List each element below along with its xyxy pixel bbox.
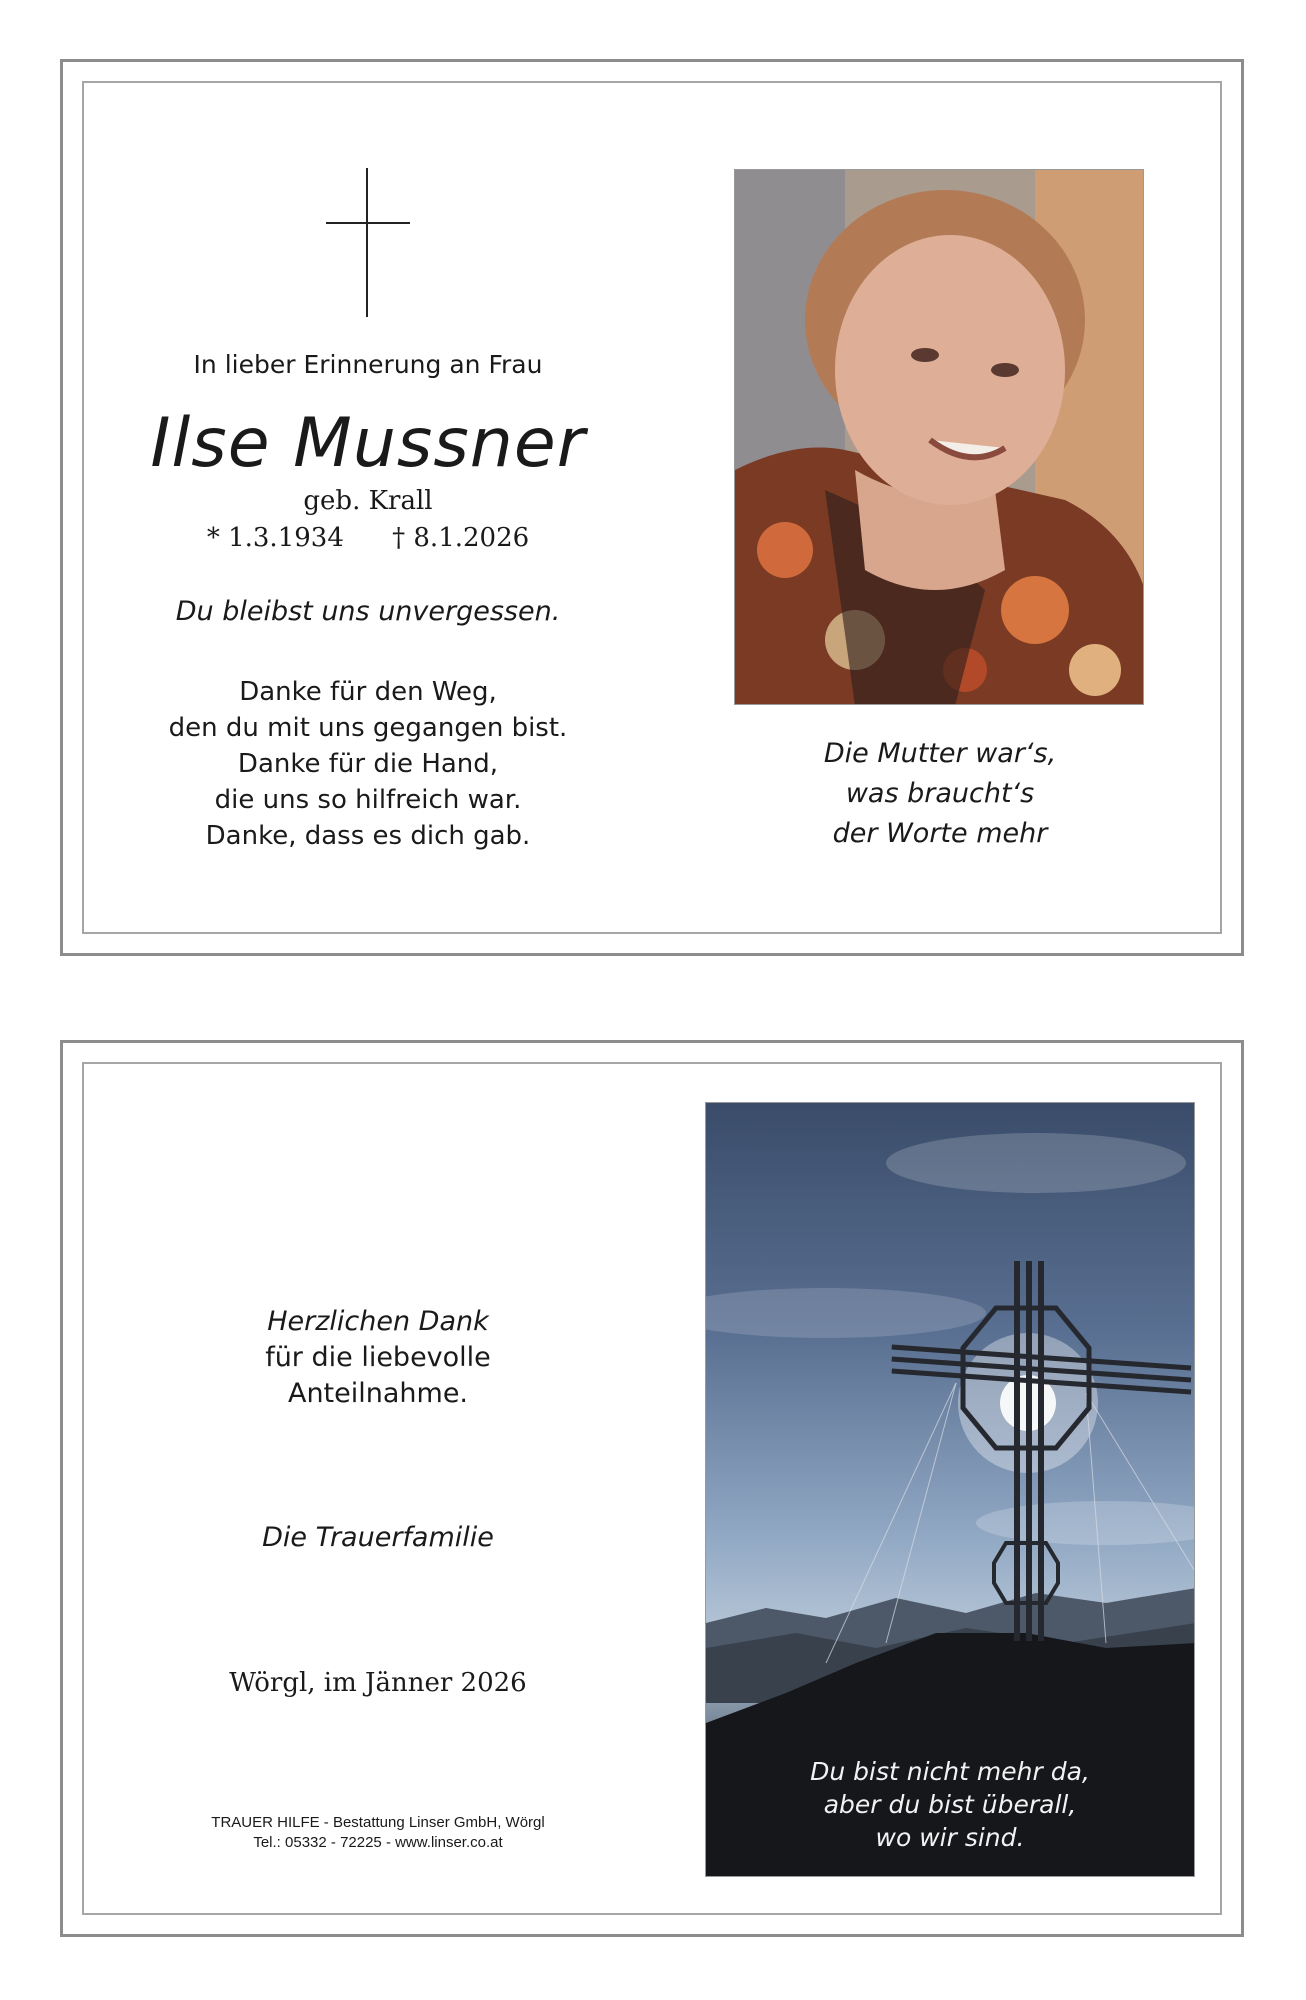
caption-line: Du bist nicht mehr da, bbox=[810, 1757, 1090, 1786]
thanks-line: Anteilnahme. bbox=[287, 1378, 469, 1409]
caption-line: Die Mutter war‘s, bbox=[823, 738, 1057, 769]
motto: Du bleibst uns unvergessen. bbox=[175, 596, 561, 627]
poem bbox=[148, 674, 588, 854]
poem-line: Danke, dass es dich gab. bbox=[205, 821, 531, 851]
cross-photo-caption bbox=[706, 1755, 1194, 1854]
life-dates bbox=[148, 523, 588, 553]
poem-line: die uns so hilfreich war. bbox=[214, 785, 522, 815]
poem-line: Danke für die Hand, bbox=[237, 749, 499, 779]
maiden-name: geb. Krall bbox=[303, 486, 433, 516]
thanks-text bbox=[148, 1304, 608, 1412]
portrait-photo bbox=[734, 169, 1144, 705]
caption-line: wo wir sind. bbox=[875, 1823, 1025, 1852]
portrait-illustration bbox=[735, 170, 1144, 705]
birth-date: * 1.3.1934 bbox=[206, 523, 344, 553]
portrait-caption bbox=[740, 734, 1140, 854]
undertaker-line: Tel.: 05332 - 72225 - www.linser.co.at bbox=[253, 1834, 503, 1851]
caption-line: was braucht‘s bbox=[845, 778, 1035, 809]
poem-line: den du mit uns gegangen bist. bbox=[168, 713, 568, 743]
caption-line: der Worte mehr bbox=[832, 818, 1048, 849]
deceased-name: Ilse Mussner bbox=[150, 404, 586, 483]
place-date: Wörgl, im Jänner 2026 bbox=[229, 1668, 527, 1698]
cross-symbol-vertical bbox=[366, 168, 368, 317]
undertaker-line: TRAUER HILFE - Bestattung Linser GmbH, Wörgl bbox=[211, 1814, 545, 1831]
thanks-line: für die liebevolle bbox=[265, 1342, 491, 1373]
family-signature: Die Trauerfamilie bbox=[262, 1522, 494, 1553]
caption-line: aber du bist überall, bbox=[823, 1790, 1077, 1819]
poem-line: Danke für den Weg, bbox=[239, 677, 497, 707]
cross-symbol-horizontal bbox=[326, 222, 410, 224]
summit-cross-photo bbox=[705, 1102, 1195, 1877]
intro-text: In lieber Erinnerung an Frau bbox=[193, 350, 543, 379]
death-date: † 8.1.2026 bbox=[392, 523, 530, 553]
thanks-heading: Herzlichen Dank bbox=[267, 1306, 489, 1337]
undertaker-info bbox=[148, 1813, 608, 1853]
